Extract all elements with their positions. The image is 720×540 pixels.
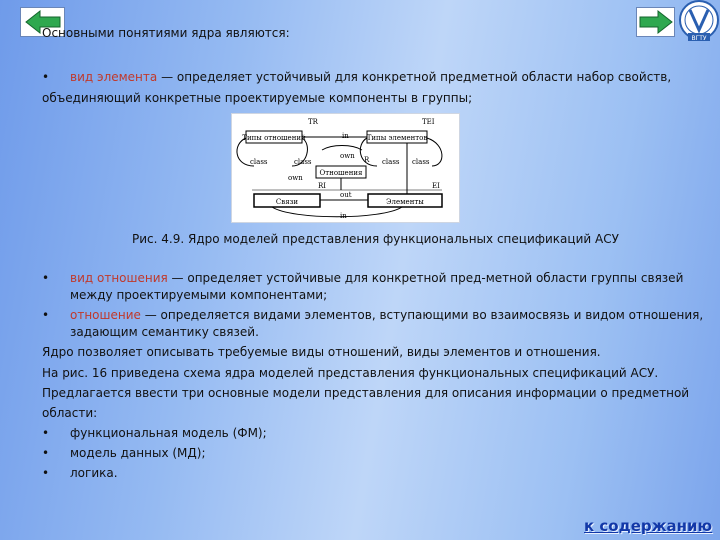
paragraph-3: Предлагается ввести три основные модели представления для описания информации о предметной — [42, 386, 690, 400]
paragraph-2: На рис. 16 приведена схема ядра моделей представления функциональных спецификаций АСУ. — [42, 366, 659, 380]
bullet-icon: • — [42, 466, 50, 480]
list-item — [42, 271, 683, 286]
types-elements-label: Типы элементов — [366, 134, 428, 142]
model-item-logic: логика. — [70, 466, 118, 480]
model-item-md: модель данных (МД); — [70, 446, 206, 460]
ei-label: EI — [432, 182, 440, 190]
intro-text: Основными понятиями ядра являются: — [42, 26, 290, 40]
bullet-icon: • — [42, 426, 50, 440]
paragraph-3-continuation: области: — [42, 406, 98, 420]
class-label-4: class — [412, 158, 430, 166]
own-top-label: own — [340, 152, 355, 160]
list-item — [42, 466, 118, 481]
table-of-contents-link[interactable]: к содержанию — [584, 517, 713, 535]
term-relation: отношение — [70, 308, 141, 322]
relations-label: Отношения — [319, 169, 363, 177]
model-item-fm: функциональная модель (ФМ); — [70, 426, 267, 440]
tei-label: TEI — [422, 118, 435, 126]
bullet-icon: • — [42, 271, 50, 285]
figure-caption: Рис. 4.9. Ядро моделей представления функциональных спецификаций АСУ — [132, 232, 619, 246]
paragraph-1: Ядро позволяет описывать требуемые виды отношений, виды элементов и отношения. — [42, 345, 601, 359]
list-item — [42, 426, 267, 441]
in-bottom-label: in — [340, 212, 347, 220]
term-element-type-def: — определяет устойчивый для конкретной предметной области набор свойств, — [157, 70, 672, 84]
class-label-2: class — [294, 158, 312, 166]
term-relation-type: вид отношения — [70, 271, 168, 285]
item2-continuation: между проектируемыми компонентами; — [70, 288, 328, 302]
own-label: own — [288, 174, 303, 182]
elements-label: Элементы — [386, 198, 424, 206]
logo-text: ВГТУ — [691, 35, 707, 42]
bullet-icon: • — [42, 446, 50, 460]
out-label: out — [340, 191, 352, 199]
in-top-label: in — [342, 132, 349, 140]
list-item — [42, 70, 671, 85]
class-label-1: class — [250, 158, 268, 166]
class-label-3: class — [382, 158, 400, 166]
tr-label: TR — [308, 118, 318, 126]
ri-label: RI — [318, 182, 327, 190]
item3-continuation: задающим семантику связей. — [70, 325, 259, 339]
item1-continuation: объединяющий конкретные проектируемые компоненты в группы; — [42, 91, 473, 105]
list-item — [42, 446, 206, 461]
links-label: Связи — [275, 198, 299, 206]
term-relation-type-def: — определяет устойчивые для конкретной пред-метной области группы связей — [167, 271, 684, 285]
list-item — [42, 308, 703, 323]
bullet-icon: • — [42, 308, 50, 322]
bullet-icon: • — [42, 70, 50, 84]
university-logo — [678, 0, 720, 42]
types-relations-label: Типы отношений — [242, 134, 306, 142]
term-element-type: вид элемента — [70, 70, 158, 84]
kernel-diagram — [231, 113, 460, 223]
term-relation-def: — определяется видами элементов, вступающими во взаимосвязь и видом отношения, — [140, 308, 704, 322]
r-label: R — [364, 156, 370, 164]
